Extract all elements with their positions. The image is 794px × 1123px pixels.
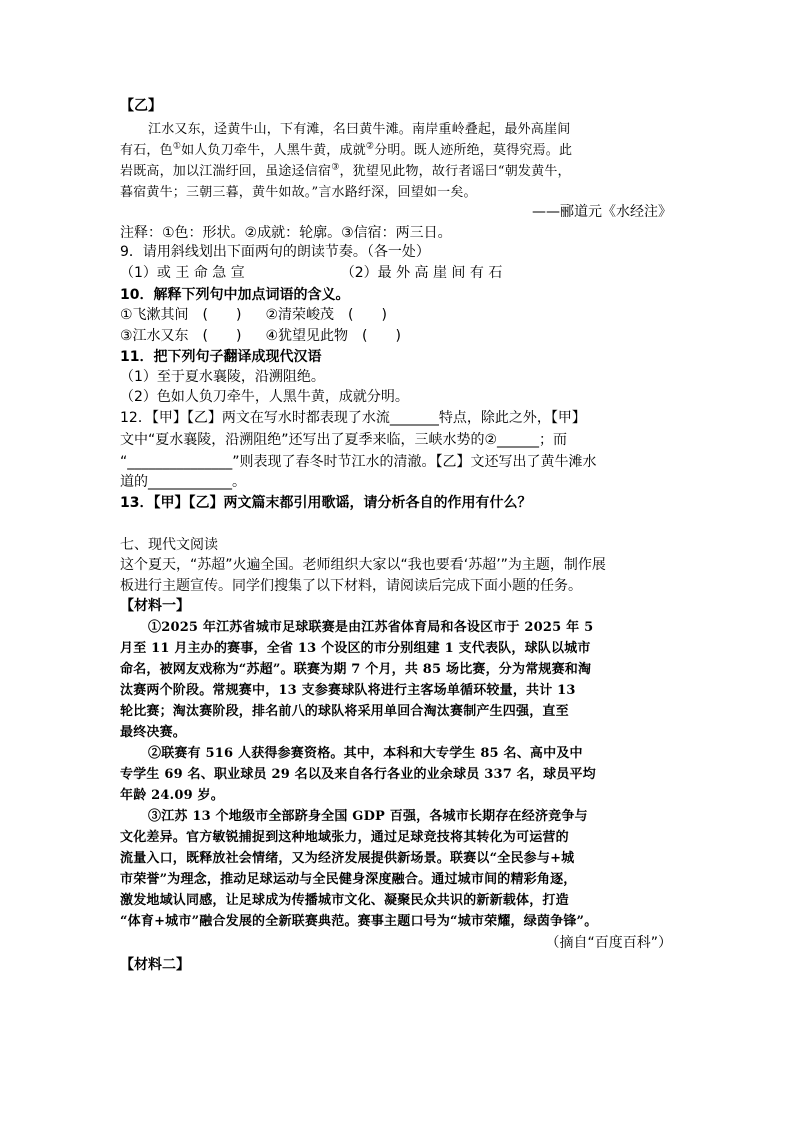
section-7-intro: 这个夏天，“苏超”火遍全国。老师组织大家以“我也要看‘苏超’”为主题，制作展: [120, 557, 606, 573]
material-1-line: 流量入口，既释放社会情绪，又为经济发展提供新场景。联赛以“全民参与+城: [120, 851, 575, 866]
material-1-heading: 【材料一】: [120, 598, 190, 614]
passage-yi-line: 江水又东，迳黄牛山，下有滩，名曰黄牛滩。南岸重岭叠起，最外高崖间: [148, 122, 571, 137]
question-9-items: （1）或 王 命 急 宣 （2）最 外 高 崖 间 有 石: [120, 265, 503, 281]
material-1-line: 轮比赛；淘汰赛阶段，排名前八的球队将采用单回合淘汰赛制产生四强，直至: [120, 704, 569, 719]
question-12-line: 道的____________。: [120, 474, 246, 490]
material-1-line: 市荣誉”为理念，推动足球运动与全民健身深度融合。通过城市间的精彩角逐，: [120, 872, 577, 887]
material-1-line: 激发地域认同感，让足球成为传播城市文化、凝聚民众共识的新新载体，打造: [120, 893, 569, 908]
material-1-line: 命名，被网友戏称为“苏超”。联赛为期 7 个月，共 85 场比赛，分为常规赛和淘: [120, 662, 592, 677]
question-13-title: 13．【甲】【乙】两文篇末都引用歌谣，请分析各自的作用有什么？: [120, 495, 532, 511]
section-7-intro: 板进行主题宣传。同学们搜集了以下材料，请阅读后完成下面小题的任务。: [120, 578, 582, 594]
question-11-item: （2）色如人负刀牵牛，人黑牛黄，成就分明。: [120, 389, 409, 405]
material-1-line: 年龄 24.09 岁。: [120, 788, 224, 803]
passage-notes: 注释：①色：形状。②成就：轮廓。③信宿：两三日。: [120, 225, 452, 241]
material-1-line: “体育+城市”融合发展的全新联赛典范。赛事主题口号为“城市荣耀，绿茵争锋”。: [120, 914, 598, 929]
question-10-row: ①飞漱其间 ( ) ②清荣峻茂 ( ): [120, 307, 387, 323]
passage-yi-line: 岩既高，加以江湍纡回，虽途迳信宿③，犹望见此物，故行者谣曰“朝发黄牛，: [120, 162, 571, 179]
material-1-line: ②联赛有 516 人获得参赛资格。其中，本科和大专学生 85 名、高中及中: [148, 746, 583, 761]
question-10-row: ③江水又东 ( ) ④犹望见此物 ( ): [120, 328, 401, 344]
material-1-line: ①2025 年江苏省城市足球联赛是由江苏省体育局和各设区市于 2025 年 5: [148, 620, 594, 635]
footnote-marker: ②: [365, 141, 375, 152]
footnote-marker: ①: [172, 141, 182, 152]
material-1-line: 汰赛两个阶段。常规赛中，13 支参赛球队将进行主客场单循环较量，共计 13: [120, 683, 576, 698]
material-1-line: 月至 11 月主办的赛事，全省 13 个设区的市分别组建 1 支代表队，球队以城市: [120, 641, 591, 656]
material-1-line: 最终决赛。: [120, 725, 187, 740]
question-12-line: 文中“夏水襄陵，沿溯阻绝”还写出了夏季来临，三峡水势的②______；而: [120, 432, 568, 448]
passage-yi-line: 有石，色①如人负刀牵牛，人黑牛黄，成就②分明。既人迹所绝，莫得究焉。此: [120, 141, 573, 158]
question-11-title: 11．把下列句子翻译成现代汉语: [120, 349, 322, 365]
passage-yi-heading: 【乙】: [120, 98, 162, 114]
question-12-line: 12．【甲】【乙】两文在写水时都表现了水流_______特点，除此之外，【甲】: [120, 410, 586, 426]
question-9-title: 9．请用斜线划出下面两句的朗读节奏。（各一处）: [120, 244, 430, 260]
material-2-heading: 【材料二】: [120, 957, 190, 973]
passage-yi-line: 暮宿黄牛；三朝三暮，黄牛如故。”言水路纡深，回望如一矣。: [120, 185, 477, 200]
question-11-item: （1）至于夏水襄陵，沿溯阻绝。: [120, 369, 325, 385]
material-1-line: 文化差异。官方敏锐捕捉到这种地域张力，通过足球竞技将其转化为可运营的: [120, 830, 569, 845]
question-12-line: “_______________”则表现了春冬时节江水的清澈。【乙】文还写出了黄牛滩水: [120, 454, 597, 470]
passage-source: ——郦道元《水经注》: [532, 204, 672, 220]
footnote-marker: ③: [331, 162, 340, 173]
material-1-line: ③江苏 13 个地级市全部跻身全国 GDP 百强，各城市长期存在经济竞争与: [148, 809, 588, 824]
material-1-source: （摘自“百度百科”）: [545, 935, 672, 951]
material-1-line: 专学生 69 名、职业球员 29 名以及来自各行各业的业余球员 337 名，球员平均: [120, 767, 596, 782]
section-7-heading: 七、现代文阅读: [120, 537, 218, 553]
question-10-title: 10．解释下列句中加点词语的含义。: [120, 287, 350, 303]
